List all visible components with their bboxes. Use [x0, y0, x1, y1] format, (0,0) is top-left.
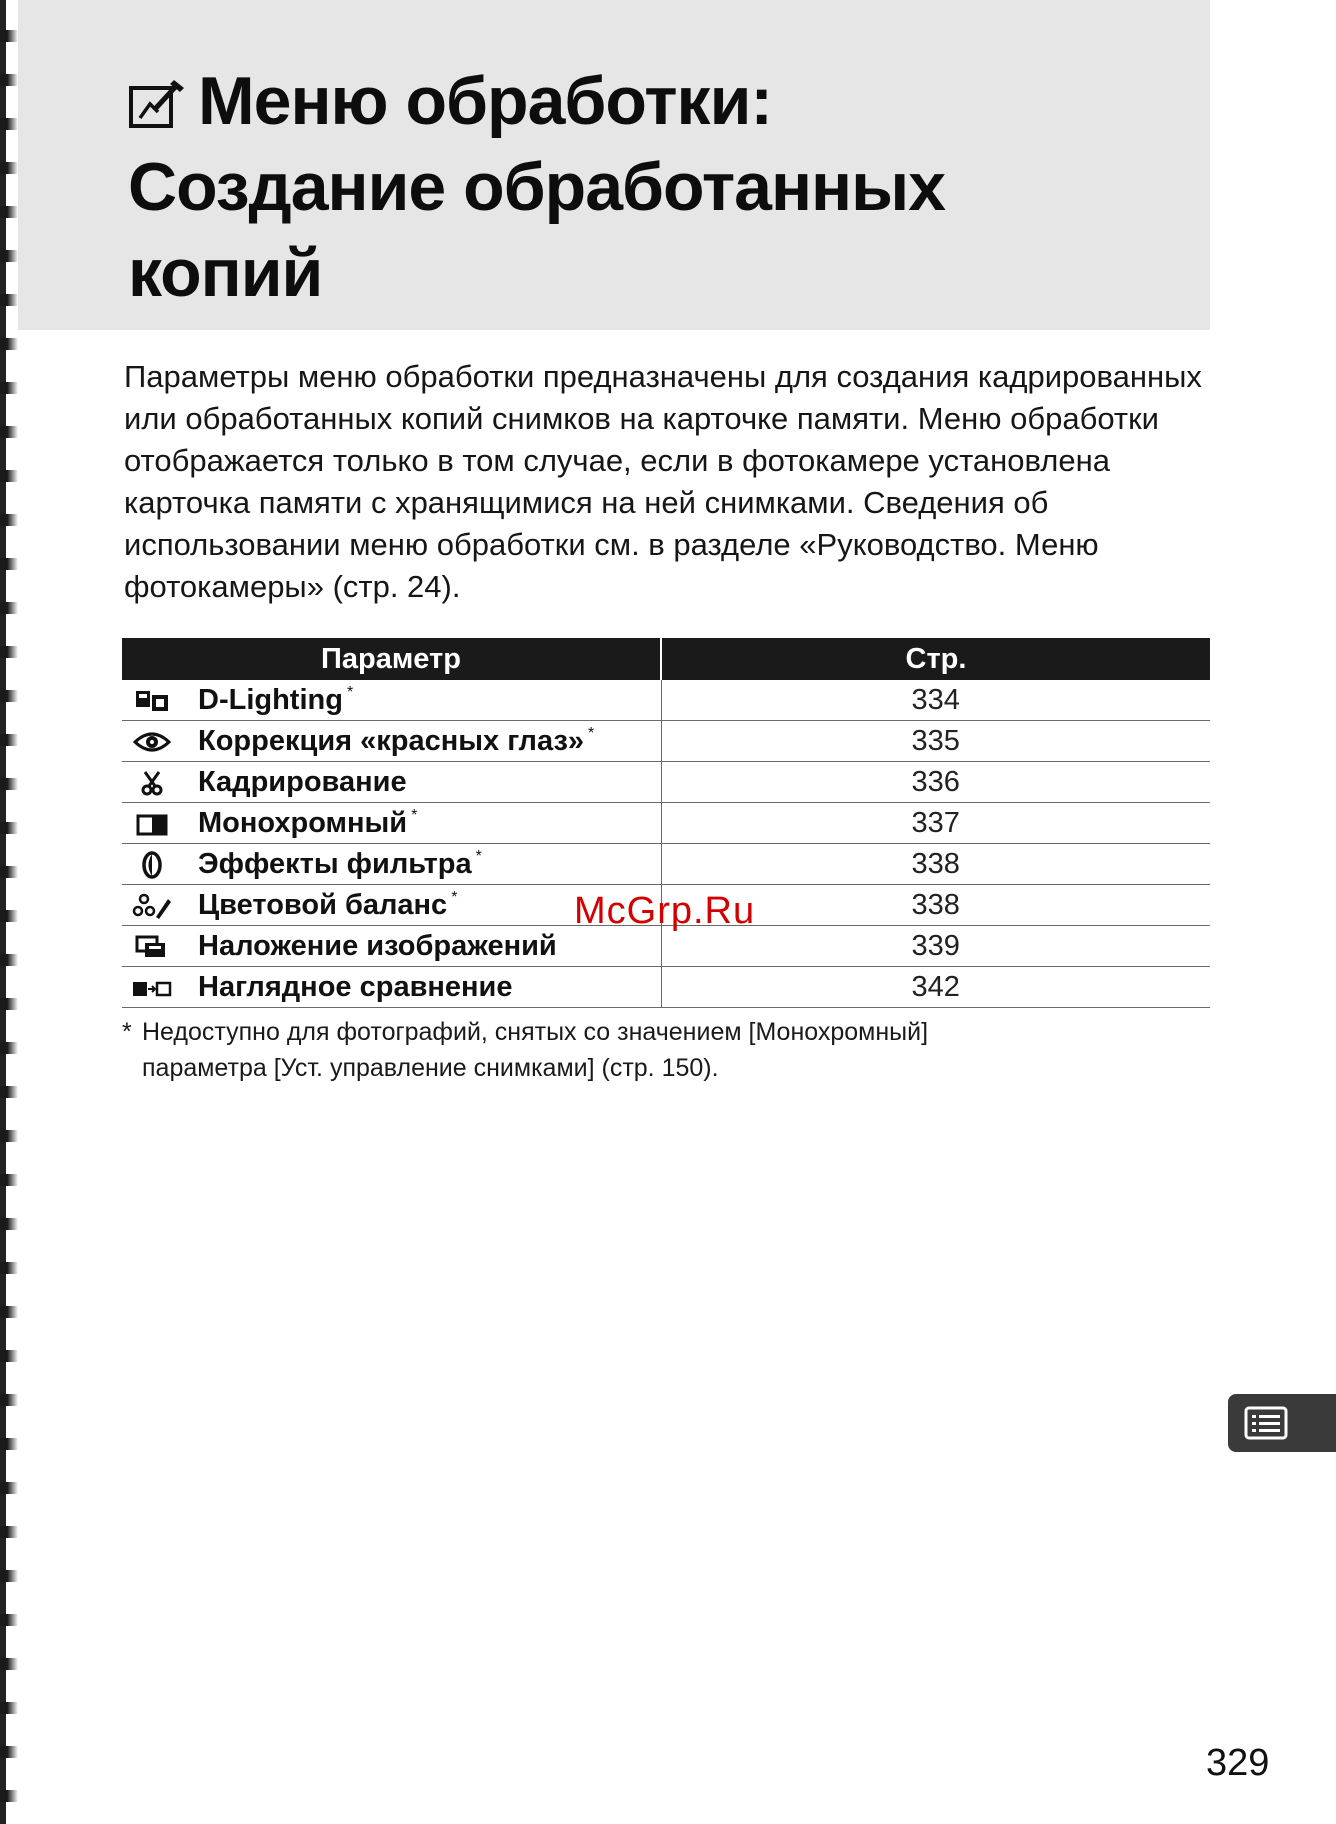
row-star: *: [475, 847, 482, 865]
row-label: Коррекция «красных глаз»: [198, 724, 585, 757]
menu-list-icon: [1244, 1406, 1288, 1440]
table-row: [122, 844, 1210, 885]
side-by-side-icon: [132, 976, 172, 1000]
row-star: *: [346, 683, 354, 701]
row-page: 338: [661, 885, 1210, 926]
row-star: *: [588, 724, 595, 742]
row-label: Монохромный: [198, 806, 408, 839]
row-label: Наглядное сравнение: [198, 970, 513, 1003]
header-param: Параметр: [122, 638, 661, 680]
image-overlay-icon: [132, 934, 172, 959]
row-label: D-Lighting: [198, 683, 343, 716]
table-row: [122, 680, 1210, 721]
row-label: Цветовой баланс: [198, 888, 448, 921]
table-row: [122, 762, 1210, 803]
intro-paragraph: Параметры меню обработки предназначены для создания кадрированных или обработанных копий снимков на карточке памяти. Меню обработки отображается только в том случае, если в фотокамере установлена карточка памяти с хранящимися на ней снимками. Сведения об использовании меню обработки см. в разделе «Руководство. Меню фотокамеры» (стр. 24).: [124, 359, 1202, 604]
row-page: 339: [661, 926, 1210, 967]
footnote: [122, 1014, 1122, 1086]
d-lighting-icon: [132, 688, 172, 713]
row-label: Эффекты фильтра: [198, 847, 472, 880]
scissors-icon: [132, 770, 172, 796]
watermark: McGrp.Ru: [574, 890, 756, 932]
table-row: [122, 967, 1210, 1008]
row-page: 335: [661, 721, 1210, 762]
table-header-row: [122, 638, 1210, 680]
monochrome-icon: [132, 812, 172, 836]
row-page: 338: [661, 844, 1210, 885]
page-number: 329: [1206, 1742, 1270, 1784]
color-balance-icon: [132, 893, 172, 919]
row-page: 336: [661, 762, 1210, 803]
title-line-3: копий: [128, 235, 323, 311]
row-star: *: [411, 806, 418, 824]
eye-icon: [132, 729, 172, 754]
table-row: [122, 721, 1210, 762]
footnote-mark: *: [122, 1018, 132, 1046]
row-page: 334: [661, 680, 1210, 721]
page-title: [128, 58, 1188, 316]
retouch-options-table: [122, 638, 1210, 1008]
row-star: *: [451, 888, 458, 906]
row-label: Наложение изображений: [198, 929, 557, 962]
row-page: 337: [661, 803, 1210, 844]
row-label: Кадрирование: [198, 765, 407, 798]
footnote-line-2: параметра [Уст. управление снимками] (стр. 150).: [142, 1054, 719, 1082]
section-tab[interactable]: [1228, 1394, 1336, 1452]
filter-icon: [132, 851, 172, 879]
header-page: Стр.: [661, 638, 1210, 680]
title-line-2: Создание обработанных: [128, 149, 946, 225]
binding-holes: [0, 0, 18, 1824]
row-page: 342: [661, 967, 1210, 1008]
footnote-line-1: Недоступно для фотографий, снятых со значением [Монохромный]: [142, 1018, 929, 1046]
title-line-1: Меню обработки:: [198, 63, 773, 139]
retouch-icon: [128, 64, 186, 116]
table-row: [122, 803, 1210, 844]
